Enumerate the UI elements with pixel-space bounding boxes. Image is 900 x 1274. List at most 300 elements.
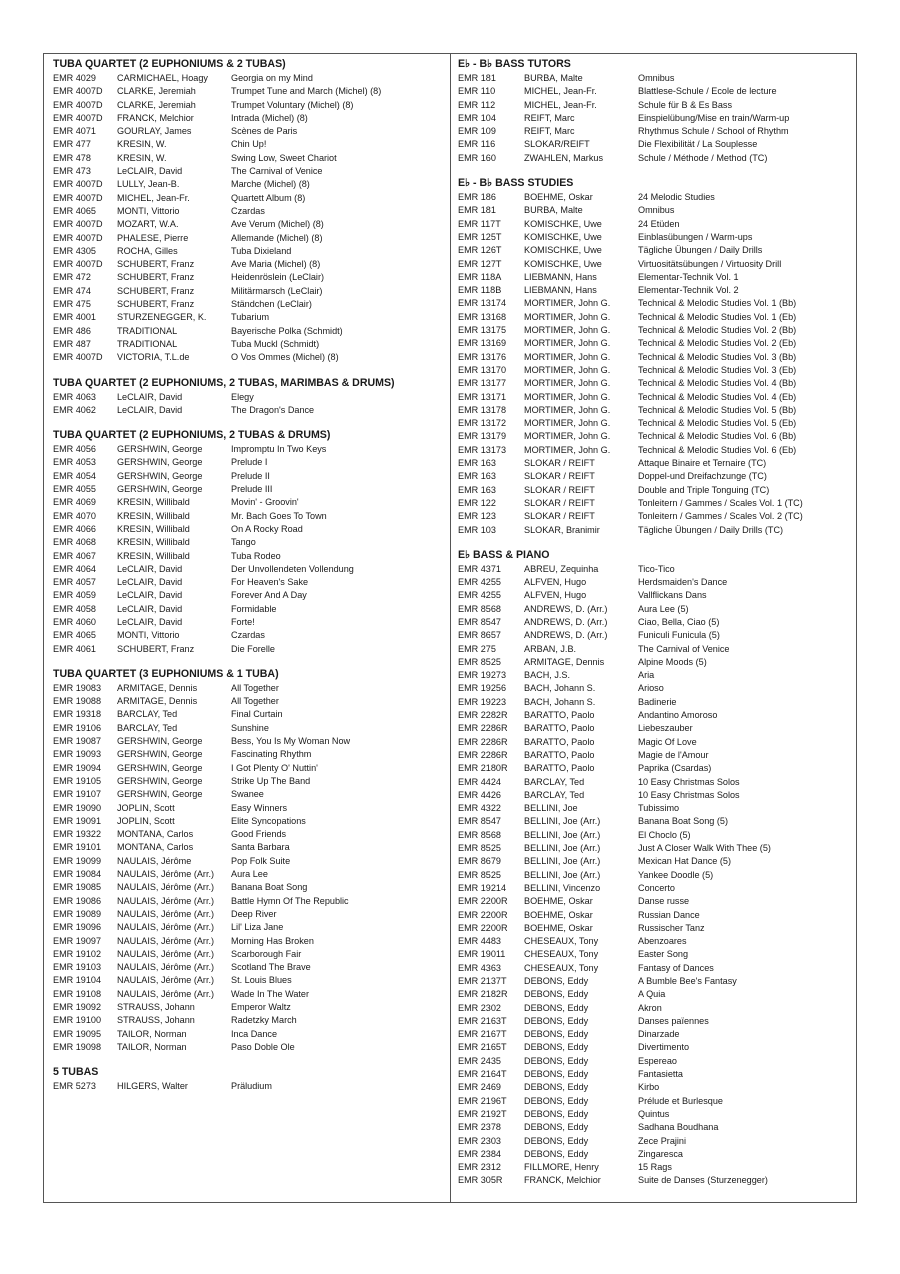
work-title: Yankee Doodle (5) xyxy=(638,869,714,880)
composer: KOMISCHKE, Uwe xyxy=(524,245,602,256)
composer: MONTANA, Carlos xyxy=(117,829,194,840)
composer: JOPLIN, Scott xyxy=(117,802,175,813)
work-title: Movin' - Groovin' xyxy=(231,497,299,508)
work-title: Bess, You Is My Woman Now xyxy=(231,736,351,747)
catalog-number: EMR 103 xyxy=(458,524,496,535)
catalog-number: EMR 13173 xyxy=(458,444,507,455)
composer: BARCLAY, Ted xyxy=(117,722,178,733)
composer: ALFVEN, Hugo xyxy=(524,590,587,601)
composer: MICHEL, Jean-Fr. xyxy=(117,192,190,203)
catalog-row xyxy=(458,895,854,908)
catalog-row xyxy=(458,324,854,337)
composer: BARATTO, Paolo xyxy=(524,723,595,734)
catalog-number: EMR 110 xyxy=(458,86,496,97)
composer: MICHEL, Jean-Fr. xyxy=(524,99,597,110)
catalog-row xyxy=(53,961,445,974)
catalog-number: EMR 4255 xyxy=(458,577,501,588)
catalog-number: EMR 2282R xyxy=(458,710,508,721)
composer: ARMITAGE, Dennis xyxy=(117,696,198,707)
catalog-number: EMR 4060 xyxy=(53,616,96,627)
work-title: Aura Lee (5) xyxy=(638,603,689,614)
catalog-number: EMR 2435 xyxy=(458,1055,501,1066)
catalog-number: EMR 8525 xyxy=(458,843,501,854)
catalog-row xyxy=(458,948,854,961)
work-title: Attaque Binaire et Ternaire (TC) xyxy=(638,458,767,469)
work-title: Vallflickans Dans xyxy=(638,590,707,601)
catalog-number: EMR 19104 xyxy=(53,975,102,986)
catalog-number: EMR 4067 xyxy=(53,550,96,561)
catalog-row xyxy=(53,112,445,125)
catalog-row xyxy=(53,708,445,721)
work-title: Allemande (Michel) (8) xyxy=(231,232,323,243)
composer: MORTIMER, John G. xyxy=(524,298,611,309)
catalog-row xyxy=(458,842,854,855)
catalog-number: EMR 19108 xyxy=(53,988,102,999)
work-title: I Got Plenty O' Nuttin' xyxy=(231,762,318,773)
catalog-row xyxy=(53,855,445,868)
work-title: Prelude I xyxy=(231,457,268,468)
catalog-number: EMR 4007D xyxy=(53,352,103,363)
work-title: Espereao xyxy=(638,1055,677,1066)
catalog-number: EMR 4071 xyxy=(53,126,96,137)
work-title: Czardas xyxy=(231,205,265,216)
composer: LeCLAIR, David xyxy=(117,166,183,177)
catalog-row xyxy=(53,311,445,324)
catalog-number: EMR 126T xyxy=(458,245,502,256)
composer: KRESIN, W. xyxy=(117,139,167,150)
catalog-number: EMR 19086 xyxy=(53,895,102,906)
work-title: Quartett Album (8) xyxy=(231,192,306,203)
catalog-row xyxy=(53,788,445,801)
catalog-number: EMR 2302 xyxy=(458,1002,501,1013)
catalog-row xyxy=(53,589,445,602)
section-heading: TUBA QUARTET (2 EUPHONIUMS, 2 TUBAS, MARIMBAS & DRUMS) xyxy=(53,376,395,389)
catalog-row xyxy=(458,430,854,443)
composer: BOEHME, Oskar xyxy=(524,896,593,907)
work-title: Mexican Hat Dance (5) xyxy=(638,856,731,867)
catalog-row xyxy=(53,828,445,841)
catalog-row xyxy=(53,325,445,338)
section-5-tubas xyxy=(53,1065,445,1093)
work-title: Technical & Melodic Studies Vol. 4 (Bb) xyxy=(638,378,797,389)
composer: MONTI, Vittorio xyxy=(117,630,180,641)
right-column xyxy=(458,57,854,1199)
catalog-number: EMR 13170 xyxy=(458,364,507,375)
catalog-number: EMR 8657 xyxy=(458,630,501,641)
work-title: Technical & Melodic Studies Vol. 6 (Bb) xyxy=(638,431,797,442)
composer: MOZART, W.A. xyxy=(117,219,179,230)
work-title: All Together xyxy=(231,696,279,707)
composer: DEBONS, Eddy xyxy=(524,1135,589,1146)
work-title: Technical & Melodic Studies Vol. 5 (Eb) xyxy=(638,418,797,429)
catalog-row xyxy=(458,1161,854,1174)
composer: DEBONS, Eddy xyxy=(524,1122,589,1133)
work-title: Schule für B & Es Bass xyxy=(638,99,733,110)
composer: NAULAIS, Jérôme (Arr.) xyxy=(117,895,215,906)
catalog-number: EMR 275 xyxy=(458,643,496,654)
work-title: Rhythmus Schule / School of Rhythm xyxy=(638,126,789,137)
catalog-row xyxy=(53,138,445,151)
catalog-number: EMR 19223 xyxy=(458,696,507,707)
work-title: 10 Easy Christmas Solos xyxy=(638,789,740,800)
catalog-number: EMR 2384 xyxy=(458,1148,501,1159)
catalog-row xyxy=(458,736,854,749)
catalog-row xyxy=(458,1055,854,1068)
catalog-row xyxy=(458,629,854,642)
catalog-number: EMR 116 xyxy=(458,139,496,150)
catalog-number: EMR 2312 xyxy=(458,1162,501,1173)
catalog-number: EMR 19102 xyxy=(53,948,102,959)
composer: MORTIMER, John G. xyxy=(524,391,611,402)
composer: SCHUBERT, Franz xyxy=(117,259,195,270)
work-title: Der Unvollendeten Vollendung xyxy=(231,563,354,574)
work-title: 15 Rags xyxy=(638,1162,672,1173)
catalog-number: EMR 19214 xyxy=(458,882,507,893)
catalog-number: EMR 127T xyxy=(458,258,502,269)
work-title: Easy Winners xyxy=(231,802,288,813)
composer: MORTIMER, John G. xyxy=(524,364,611,375)
composer: GERSHWIN, George xyxy=(117,789,203,800)
composer: GERSHWIN, George xyxy=(117,444,203,455)
catalog-row xyxy=(53,815,445,828)
work-title: Ave Maria (Michel) (8) xyxy=(231,259,321,270)
composer: MORTIMER, John G. xyxy=(524,418,611,429)
catalog-number: EMR 13169 xyxy=(458,338,507,349)
composer: BARCLAY, Ted xyxy=(524,776,585,787)
catalog-number: EMR 19099 xyxy=(53,855,102,866)
catalog-row xyxy=(53,748,445,761)
catalog-number: EMR 19088 xyxy=(53,696,102,707)
catalog-row xyxy=(53,391,445,404)
catalog-row xyxy=(458,975,854,988)
composer: BELLINI, Joe (Arr.) xyxy=(524,869,601,880)
work-title: 24 Etüden xyxy=(638,218,680,229)
catalog-row xyxy=(53,125,445,138)
catalog-row xyxy=(458,1068,854,1081)
section-e-b-bass-tutors xyxy=(458,57,854,165)
catalog-row xyxy=(458,510,854,523)
catalog-number: EMR 2286R xyxy=(458,749,508,760)
composer: MORTIMER, John G. xyxy=(524,311,611,322)
work-title: Andantino Amoroso xyxy=(638,710,718,721)
catalog-row xyxy=(53,404,445,417)
catalog-row xyxy=(53,232,445,245)
catalog-row xyxy=(458,1095,854,1108)
catalog-number: EMR 19318 xyxy=(53,709,102,720)
section-tuba-quartet-2-euphoniums-2-tubas xyxy=(53,57,445,365)
catalog-row xyxy=(53,218,445,231)
composer: HILGERS, Walter xyxy=(117,1081,188,1092)
catalog-number: EMR 118A xyxy=(458,271,502,282)
composer: NAULAIS, Jérôme (Arr.) xyxy=(117,908,215,919)
catalog-number: EMR 118B xyxy=(458,285,502,296)
work-title: The Carnival of Venice xyxy=(638,643,730,654)
catalog-row xyxy=(458,444,854,457)
catalog-row xyxy=(458,191,854,204)
composer: LeCLAIR, David xyxy=(117,577,183,588)
composer: BARCLAY, Ted xyxy=(117,709,178,720)
catalog-number: EMR 163 xyxy=(458,484,496,495)
catalog-number: EMR 4066 xyxy=(53,523,96,534)
catalog-number: EMR 4062 xyxy=(53,404,96,415)
catalog-row xyxy=(458,576,854,589)
composer: BELLINI, Joe (Arr.) xyxy=(524,843,601,854)
composer: LeCLAIR, David xyxy=(117,590,183,601)
catalog-row xyxy=(53,245,445,258)
work-title: Einblasübungen / Warm-ups xyxy=(638,231,753,242)
work-title: Technical & Melodic Studies Vol. 1 (Bb) xyxy=(638,298,797,309)
composer: BURBA, Malte xyxy=(524,205,583,216)
catalog-number: EMR 475 xyxy=(53,299,91,310)
catalog-number: EMR 13176 xyxy=(458,351,507,362)
catalog-row xyxy=(53,895,445,908)
work-title: Wade In The Water xyxy=(231,988,310,999)
catalog-number: EMR 163 xyxy=(458,471,496,482)
catalog-number: EMR 19087 xyxy=(53,736,102,747)
work-title: Lil' Liza Jane xyxy=(231,922,284,933)
composer: NAULAIS, Jérôme (Arr.) xyxy=(117,948,215,959)
composer: MORTIMER, John G. xyxy=(524,351,611,362)
composer: MORTIMER, John G. xyxy=(524,338,611,349)
composer: NAULAIS, Jérôme (Arr.) xyxy=(117,922,215,933)
section-heading: E♭ - B♭ BASS TUTORS xyxy=(458,58,571,70)
work-title: Die Forelle xyxy=(231,643,275,654)
catalog-number: EMR 8568 xyxy=(458,603,501,614)
composer: REIFT, Marc xyxy=(524,126,575,137)
catalog-number: EMR 4055 xyxy=(53,484,96,495)
catalog-row xyxy=(53,1041,445,1054)
work-title: Tägliche Übungen / Daily Drills xyxy=(638,245,763,256)
catalog-number: EMR 4007D xyxy=(53,219,103,230)
composer: LeCLAIR, David xyxy=(117,404,183,415)
catalog-number: EMR 2163T xyxy=(458,1015,507,1026)
composer: ANDREWS, D. (Arr.) xyxy=(524,603,608,614)
catalog-number: EMR 13174 xyxy=(458,298,507,309)
catalog-number: EMR 13168 xyxy=(458,311,507,322)
catalog-number: EMR 19092 xyxy=(53,1002,102,1012)
catalog-row xyxy=(53,496,445,509)
catalog-number: EMR 13175 xyxy=(458,325,507,336)
composer: NAULAIS, Jérôme (Arr.) xyxy=(117,935,215,946)
work-title: Akron xyxy=(638,1002,662,1013)
work-title: Santa Barbara xyxy=(231,842,290,853)
section-tuba-quartet-3-euphoniums-1-tuba xyxy=(53,667,445,1054)
composer: BELLINI, Joe (Arr.) xyxy=(524,816,601,827)
catalog-number: EMR 19011 xyxy=(458,949,506,960)
composer: BARATTO, Paolo xyxy=(524,763,595,774)
composer: KRESIN, Willibald xyxy=(117,497,190,508)
catalog-number: EMR 486 xyxy=(53,325,91,336)
composer: CHESEAUX, Tony xyxy=(524,936,599,947)
catalog-number: EMR 4054 xyxy=(53,470,96,481)
left-column xyxy=(53,57,445,1104)
work-title: Kirbo xyxy=(638,1082,660,1093)
composer: BURBA, Malte xyxy=(524,73,583,83)
work-title: Intrada (Michel) (8) xyxy=(231,112,308,123)
catalog-row xyxy=(53,629,445,642)
composer: CLARKE, Jeremiah xyxy=(117,86,196,97)
catalog-row xyxy=(458,1148,854,1161)
catalog-number: EMR 112 xyxy=(458,99,496,110)
work-title: Prelude III xyxy=(231,484,273,495)
catalog-number: EMR 4061 xyxy=(53,643,96,654)
work-title: Radetzky March xyxy=(231,1015,297,1026)
composer: SCHUBERT, Franz xyxy=(117,285,195,296)
composer: KOMISCHKE, Uwe xyxy=(524,231,602,242)
work-title: Bayerische Polka (Schmidt) xyxy=(231,325,343,336)
catalog-number: EMR 19083 xyxy=(53,682,102,693)
composer: ARMITAGE, Dennis xyxy=(117,682,198,693)
catalog-row xyxy=(458,99,854,112)
catalog-row xyxy=(458,1174,854,1187)
work-title: Scènes de Paris xyxy=(231,126,298,137)
catalog-number: EMR 4007D xyxy=(53,179,103,190)
catalog-row xyxy=(458,271,854,284)
catalog-row xyxy=(458,1121,854,1134)
composer: MONTANA, Carlos xyxy=(117,842,194,853)
section-heading: TUBA QUARTET (2 EUPHONIUMS & 2 TUBAS) xyxy=(53,58,286,70)
catalog-number: EMR 19094 xyxy=(53,762,102,773)
catalog-row xyxy=(458,72,854,85)
catalog-row xyxy=(458,882,854,895)
catalog-number: EMR 19096 xyxy=(53,922,102,933)
catalog-number: EMR 4255 xyxy=(458,590,501,601)
composer: MORTIMER, John G. xyxy=(524,404,611,415)
catalog-row xyxy=(53,152,445,165)
catalog-row xyxy=(458,377,854,390)
catalog-number: EMR 4063 xyxy=(53,391,96,402)
catalog-number: EMR 117T xyxy=(458,218,501,229)
catalog-row xyxy=(53,881,445,894)
catalog-row xyxy=(458,603,854,616)
catalog-number: EMR 160 xyxy=(458,152,496,163)
catalog-row xyxy=(53,351,445,364)
composer: KOMISCHKE, Uwe xyxy=(524,258,602,269)
catalog-number: EMR 4001 xyxy=(53,312,96,323)
catalog-row xyxy=(458,297,854,310)
work-title: Die Flexibilität / La Souplesse xyxy=(638,139,758,150)
work-title: Liebeszauber xyxy=(638,723,693,734)
catalog-row xyxy=(458,311,854,324)
work-title: Ständchen (LeClair) xyxy=(231,299,312,310)
work-title: Quintus xyxy=(638,1108,670,1119)
work-title: 24 Melodic Studies xyxy=(638,192,715,203)
work-title: Omnibus xyxy=(638,73,675,83)
composer: SLOKAR / REIFT xyxy=(524,471,595,482)
work-title: Tubissimo xyxy=(638,803,680,814)
composer: FRANCK, Melchior xyxy=(117,112,194,123)
catalog-row xyxy=(53,205,445,218)
composer: PHALESE, Pierre xyxy=(117,232,189,243)
catalog-number: EMR 8568 xyxy=(458,829,501,840)
catalog-row xyxy=(458,218,854,231)
composer: VICTORIA, T.L.de xyxy=(117,352,190,363)
composer: NAULAIS, Jérôme (Arr.) xyxy=(117,962,215,973)
catalog-row xyxy=(53,974,445,987)
catalog-row xyxy=(458,776,854,789)
composer: GOURLAY, James xyxy=(117,126,192,137)
composer: DEBONS, Eddy xyxy=(524,1029,589,1040)
work-title: Tuba Dixieland xyxy=(231,245,292,256)
work-title: Fantasy of Dances xyxy=(638,962,714,973)
catalog-number: EMR 13177 xyxy=(458,378,507,389)
composer: TAILOR, Norman xyxy=(117,1041,187,1052)
catalog-number: EMR 472 xyxy=(53,272,91,283)
work-title: Aria xyxy=(638,670,655,681)
composer: TRADITIONAL xyxy=(117,338,178,349)
section-heading: TUBA QUARTET (3 EUPHONIUMS & 1 TUBA) xyxy=(53,667,279,680)
catalog-row xyxy=(53,72,445,85)
work-title: Funiculi Funicula (5) xyxy=(638,630,720,641)
work-title: Militärmarsch (LeClair) xyxy=(231,285,323,296)
catalog-row xyxy=(458,484,854,497)
work-title: 10 Easy Christmas Solos xyxy=(638,776,740,787)
catalog-row xyxy=(53,99,445,112)
work-title: Magic Of Love xyxy=(638,736,697,747)
catalog-number: EMR 2200R xyxy=(458,896,508,907)
work-title: Inca Dance xyxy=(231,1028,278,1039)
work-title: Forever And A Day xyxy=(231,590,307,601)
work-title: Ave Verum (Michel) (8) xyxy=(231,219,324,230)
catalog-number: EMR 4305 xyxy=(53,245,96,256)
catalog-row xyxy=(458,404,854,417)
catalog-row xyxy=(53,802,445,815)
catalog-number: EMR 19106 xyxy=(53,722,102,733)
work-title: Danses païennes xyxy=(638,1015,709,1026)
composer: BELLINI, Joe (Arr.) xyxy=(524,856,601,867)
work-title: Fascinating Rhythm xyxy=(231,749,312,760)
catalog-row xyxy=(458,762,854,775)
work-title: Zece Prajini xyxy=(638,1135,687,1146)
catalog-row xyxy=(53,935,445,948)
work-title: St. Louis Blues xyxy=(231,975,292,986)
catalog-number: EMR 125T xyxy=(458,231,502,242)
composer: SLOKAR / REIFT xyxy=(524,458,595,469)
catalog-number: EMR 4065 xyxy=(53,205,96,216)
composer: ARMITAGE, Dennis xyxy=(524,656,605,667)
catalog-number: EMR 19105 xyxy=(53,775,102,786)
work-title: Russischer Tanz xyxy=(638,922,705,933)
catalog-row xyxy=(53,165,445,178)
work-title: Schule / Méthode / Method (TC) xyxy=(638,152,768,163)
work-title: Divertimento xyxy=(638,1042,690,1053)
work-title: Russian Dance xyxy=(638,909,700,920)
catalog-number: EMR 2165T xyxy=(458,1042,507,1053)
catalog-number: EMR 19085 xyxy=(53,882,102,893)
work-title: El Choclo (5) xyxy=(638,829,691,840)
work-title: Just A Closer Walk With Thee (5) xyxy=(638,843,771,854)
composer: BARATTO, Paolo xyxy=(524,710,595,721)
catalog-number: EMR 4322 xyxy=(458,803,501,814)
work-title: Formidable xyxy=(231,603,277,614)
composer: SLOKAR / REIFT xyxy=(524,511,595,522)
work-title: Technical & Melodic Studies Vol. 5 (Bb) xyxy=(638,404,797,415)
catalog-number: EMR 4007D xyxy=(53,86,103,97)
catalog-number: EMR 19084 xyxy=(53,869,102,880)
catalog-row xyxy=(53,456,445,469)
work-title: Tango xyxy=(231,537,256,548)
work-title: Pop Folk Suite xyxy=(231,855,291,866)
catalog-row xyxy=(53,1028,445,1041)
section-tuba-quartet-2-euphoniums-2-tubas-drums xyxy=(53,428,445,656)
catalog-row xyxy=(458,669,854,682)
composer: GERSHWIN, George xyxy=(117,775,203,786)
work-title: Technical & Melodic Studies Vol. 3 (Bb) xyxy=(638,351,797,362)
work-title: Elementar-Technik Vol. 2 xyxy=(638,285,739,296)
catalog-row xyxy=(458,962,854,975)
catalog-row xyxy=(53,988,445,1001)
work-title: Alpine Moods (5) xyxy=(638,656,707,667)
